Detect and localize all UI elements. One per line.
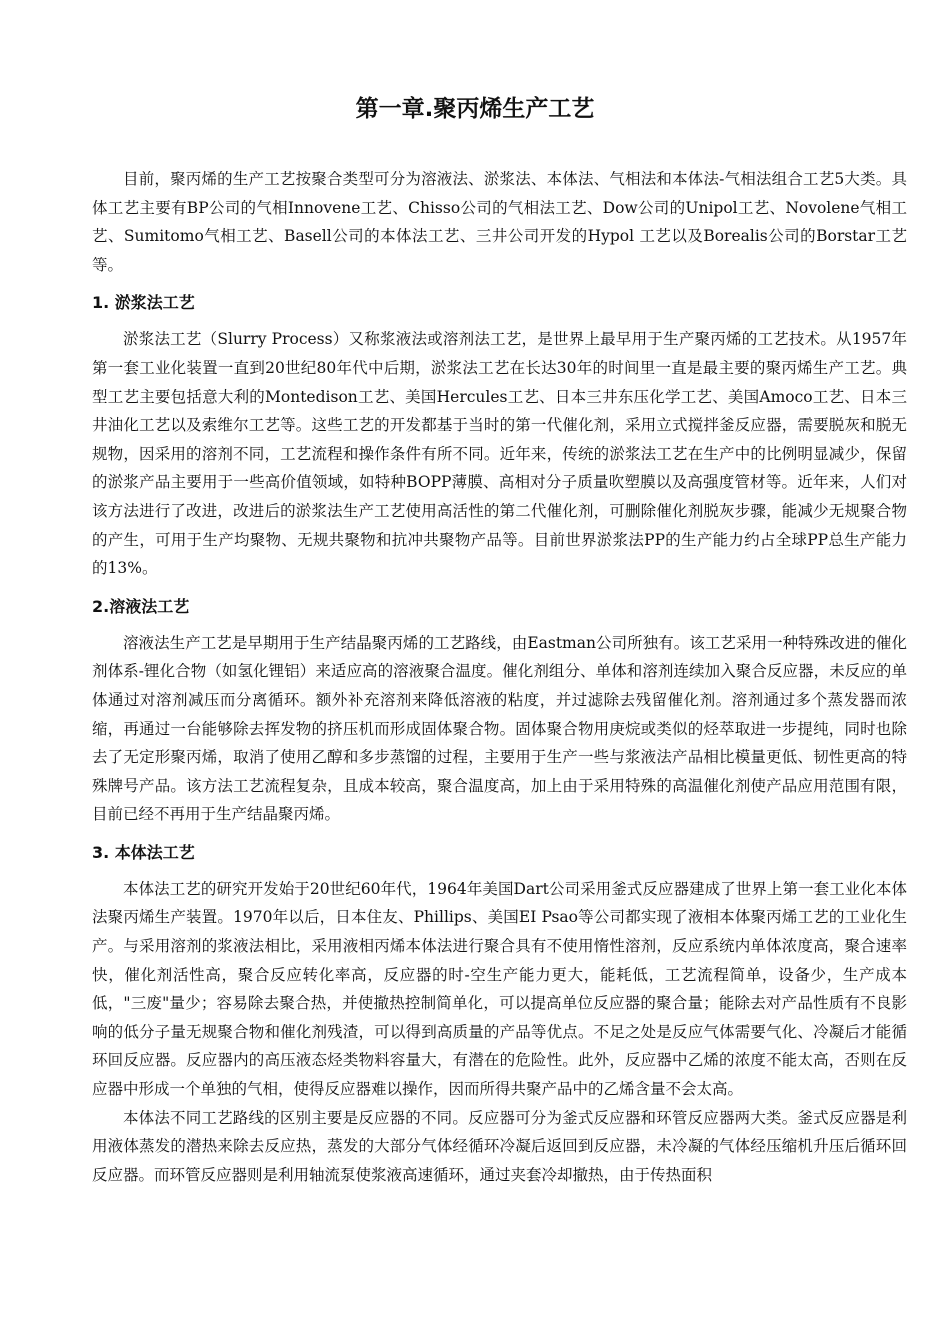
- intro-paragraph: 目前，聚丙烯的生产工艺按聚合类型可分为溶液法、淤浆法、本体法、气相法和本体法-气相法组合工艺5大类。具体工艺主要有BP公司的气相Innovene工艺、Chisso公司的气相法工艺、Dow公司的Unipol工艺、Novolene气相工艺、Sumitomo气相工艺、Basell公司的本体法工艺、三井公司开发的Hypol 工艺以及Borealis公司的Borstar工艺等。: [92, 170, 907, 274]
- paragraph-bulk-2: 本体法不同工艺路线的区别主要是反应器的不同。反应器可分为釜式反应器和环管反应器两大类。釜式反应器是利用液体蒸发的潜热来除去反应热，蒸发的大部分气体经循环冷凝后返回到反应器，未冷凝的气体经压缩机升压后循环回反应器。而环管反应器则是利用轴流泵使浆液高速循环，通过夹套冷却撤热，由于传热面积: [92, 1108, 907, 1184]
- section-heading-solution: 2.溶液法工艺: [92, 596, 190, 616]
- chapter-title: 第一章.聚丙烯生产工艺: [355, 96, 595, 122]
- section-heading-slurry: 1. 淤浆法工艺: [92, 293, 195, 313]
- paragraph-slurry: 淤浆法工艺（Slurry Process）又称浆液法或溶剂法工艺，是世界上最早用于生产聚丙烯的工艺技术。从1957年第一套工业化装置一直到20世纪80年代中后期，淤浆法工艺在长达30年的时间里一直是最主要的聚丙烯生产工艺。典型工艺主要包括意大利的Montedison工艺、美国Hercules工艺、日本三井东压化学工艺、美国Amoco工艺、日本三井油化工艺以及索维尔工艺等。这些工艺的开发都基于当时的第一代催化剂，采用立式搅拌釜反应器，需要脱灰和脱无规物，因采用的溶剂不同，工艺流程和操作条件有所不同。近年来，传统的淤浆法工艺在生产中的比例明显减少，保留的淤浆产品主要用于一些高价值领域，如特种BOPP薄膜、高相对分子质量吹塑膜以及高强度管材等。近年来，人们对该方法进行了改进，改进后的淤浆法生产工艺使用高活性的第二代催化剂，可删除催化剂脱灰步骤，能减少无规聚合物的产生，可用于生产均聚物、无规共聚物和抗冲共聚物产品等。目前世界淤浆法PP的生产能力约占全球PP总生产能力的13%。: [92, 330, 907, 578]
- document-body: [92, 165, 907, 1189]
- paragraph-solution: 溶液法生产工艺是早期用于生产结晶聚丙烯的工艺路线，由Eastman公司所独有。该工艺采用一种特殊改进的催化剂体系-锂化合物（如氢化锂铝）来适应高的溶液聚合温度。催化剂组分、单体和溶剂连续加入聚合反应器，未反应的单体通过对溶剂减压而分离循环。额外补充溶剂来降低溶液的粘度，并过滤除去残留催化剂。溶剂通过多个蒸发器而浓缩，再通过一台能够除去挥发物的挤压机而形成固体聚合物。固体聚合物用庚烷或类似的烃萃取进一步提纯，同时也除去了无定形聚丙烯，取消了使用乙醇和多步蒸馏的过程，主要用于生产一些与浆液法产品相比模量更低、韧性更高的特殊牌号产品。该方法工艺流程复杂，且成本较高，聚合温度高，加上由于采用特殊的高温催化剂使产品应用范围有限，目前已经不再用于生产结晶聚丙烯。: [92, 633, 907, 824]
- section-heading-bulk: 3. 本体法工艺: [92, 842, 195, 862]
- paragraph-bulk-1: 本体法工艺的研究开发始于20世纪60年代，1964年美国Dart公司采用釜式反应器建成了世界上第一套工业化本体法聚丙烯生产装置。1970年以后，日本住友、Phillips、美国EI Psao等公司都实现了液相本体聚丙烯工艺的工业化生产。与采用溶剂的浆液法相比，采用液相丙烯本体法进行聚合具有不使用惰性溶剂，反应系统内单体浓度高，聚合速率快，催化剂活性高，聚合反应转化率高，反应器的时-空生产能力更大，能耗低，工艺流程简单，设备少，生产成本低，"三废"量少；容易除去聚合热，并使撤热控制简单化，可以提高单位反应器的聚合量；能除去对产品性质有不良影响的低分子量无规聚合物和催化剂残渣，可以得到高质量的产品等优点。不足之处是反应气体需要气化、冷凝后才能循环回反应器。反应器内的高压液态烃类物料容量大，有潜在的危险性。此外，反应器中乙烯的浓度不能太高，否则在反应器中形成一个单独的气相，使得反应器难以操作，因而所得共聚产品中的乙烯含量不会太高。: [92, 879, 907, 1099]
